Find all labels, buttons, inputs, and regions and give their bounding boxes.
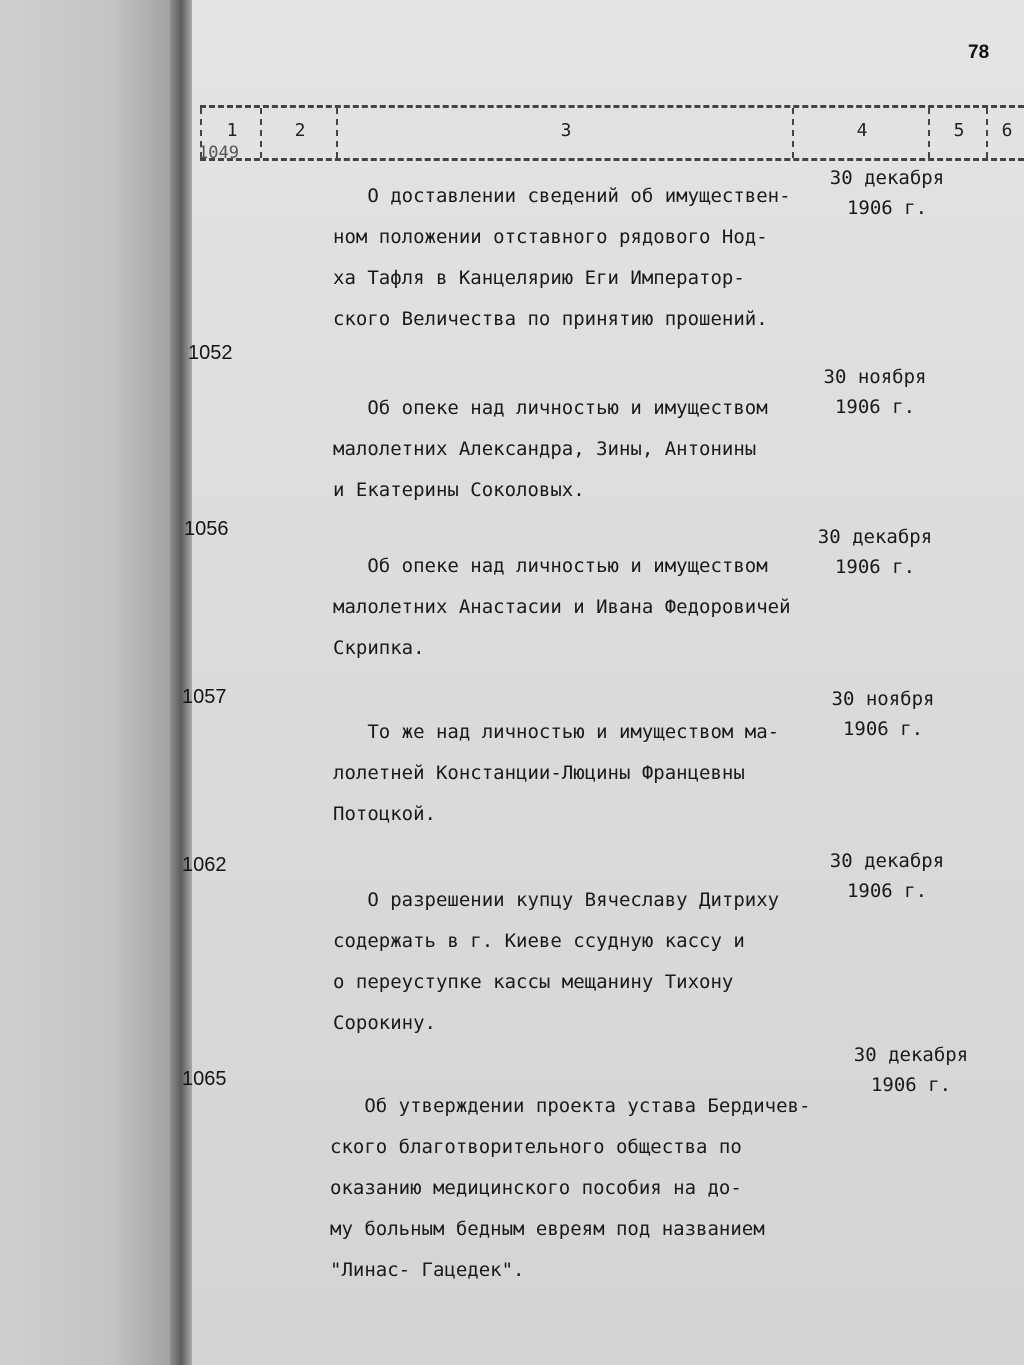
entry-text: Об утверждении проекта устава Бердичев- ского благотворительного общества по оказанию медицинского пособия на до- му больным бедным евреям под названием "Линас- Гацедек". [330,1095,811,1281]
column-header-cell: 6 [986,108,1024,158]
entry-text: То же над личностью и имуществом ма- лолетней Констанции-Люцины Францевны Потоцкой. [333,721,780,825]
column-header-cell: 1 [200,108,262,158]
entry-text: О разрешении купцу Вячеславу Дитриху содержать в г. Киеве ссудную кассу и о переуступке кассы мещанину Тихону Сорокину. [333,889,780,1034]
entry-date: 30 декабря 1906 г. [829,850,945,902]
column-header-cell: 3 [336,108,794,158]
entry-date: 30 декабря 1906 г. [853,1044,969,1096]
previous-page [0,0,185,1365]
entry-date: 30 декабря 1906 г. [829,167,945,219]
book-gutter [170,0,192,1365]
entry-number: 1065 [182,1068,227,1090]
column-header-cell: 2 [260,108,338,158]
entry-number: 1062 [182,854,227,876]
page-number: 78 [968,42,990,63]
entry-number: 1056 [184,518,229,540]
entry-date: 30 декабря 1906 г. [817,526,933,578]
entry-text: Об опеке над личностью и имуществом малолетних Александра, Зины, Антонины и Екатерины Соколовых. [333,397,768,501]
column-header-table [200,105,1024,161]
entry-date: 30 ноября 1906 г. [831,688,935,740]
column-header-cell: 4 [792,108,930,158]
entry-number: 1057 [182,686,227,708]
entry-number: 1052 [188,342,233,364]
column-header-cell: 5 [928,108,988,158]
previous-entry-number: 1049 [198,143,239,163]
entry-date: 30 ноября 1906 г. [823,366,927,418]
entry-text: Об опеке над личностью и имуществом малолетних Анастасии и Ивана Федоровичей Скрипка. [333,555,791,659]
entry-text: О доставлении сведений об имуществен- ном положении отставного рядового Нод- ха Тафля в Канцелярию Еги Император- ского Величества по принятию прошений. [333,185,791,330]
